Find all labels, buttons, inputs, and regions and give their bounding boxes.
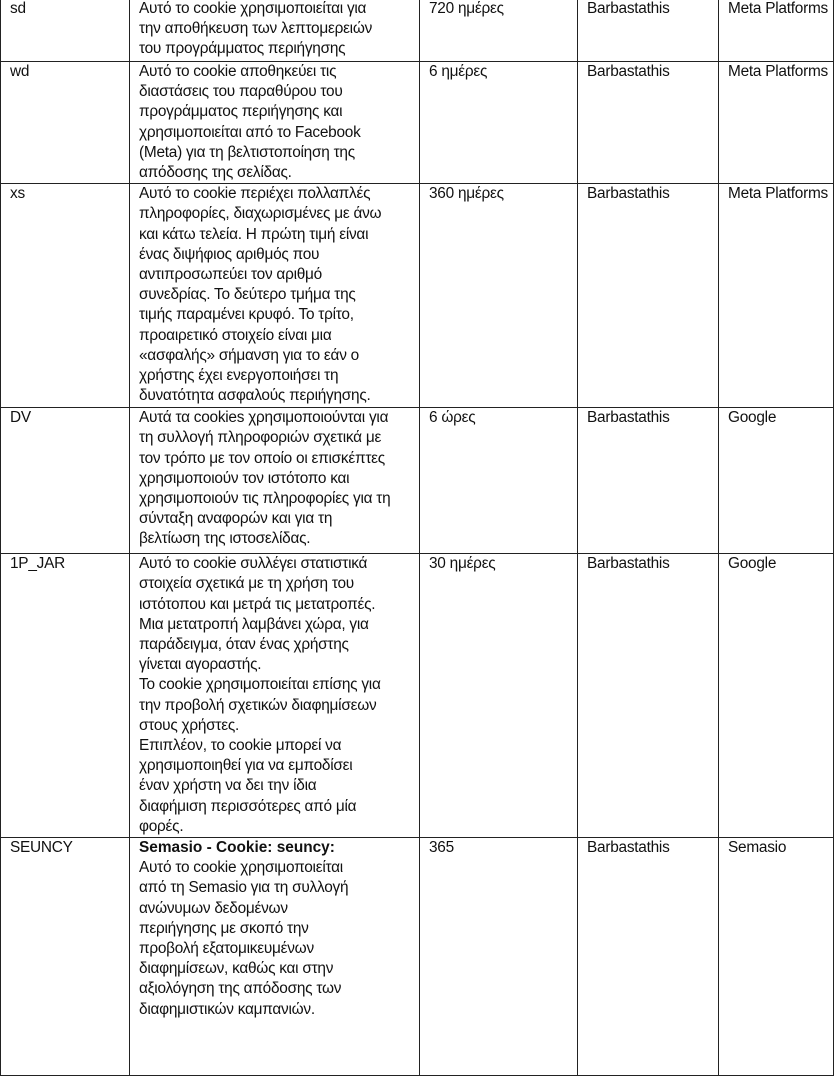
description-line: βελτίωση της ιστοσελίδας. [139, 530, 311, 548]
description-line: (Meta) για τη βελτιστοποίηση της [139, 143, 355, 161]
description-line: Αυτό το cookie χρησιμοποιείται για [139, 0, 367, 17]
description-line: στοιχεία σχετικά με τη χρήση του [139, 575, 354, 593]
cookie-description-cell [130, 408, 420, 554]
description-line: Το cookie χρησιμοποιείται επίσης για [139, 676, 381, 694]
table-row [1, 184, 834, 408]
cookie-provider-cell: Barbastathis [578, 838, 719, 1076]
description-line: Αυτό το cookie περιέχει πολλαπλές [139, 185, 371, 203]
cookie-provider-cell: Barbastathis [578, 408, 719, 554]
cookie-provider-cell: Barbastathis [578, 0, 719, 62]
cookie-provider-cell: Barbastathis [578, 184, 719, 408]
cookie-name-cell: DV [1, 408, 130, 554]
description-line: χρήστης έχει ενεργοποιήσει τη [139, 367, 339, 385]
description-line: προβολή εξατομικευμένων [139, 940, 314, 958]
description-line: χρησιμοποιούν τις πληροφορίες για τη [139, 490, 391, 508]
description-line: Αυτά τα cookies χρησιμοποιούνται για [139, 409, 389, 427]
cookie-duration-cell: 365 [420, 838, 578, 1076]
cookie-duration-cell: 720 ημέρες [420, 0, 578, 62]
description-line: του προγράμματος περιήγησης [139, 40, 346, 58]
description-line: παράδειγμα, όταν ένας χρήστης [139, 636, 349, 654]
cookie-owner-cell: Semasio [719, 838, 834, 1076]
description-line: Επιπλέον, το cookie μπορεί να [139, 737, 342, 755]
cookie-description-cell [130, 184, 420, 408]
description-line: Αυτό το cookie αποθηκεύει τις [139, 63, 337, 80]
description-line: ένας διψήφιος αριθμός που [139, 245, 320, 263]
description-line: την προβολή σχετικών διαφημίσεων [139, 696, 377, 714]
description-line: ανώνυμων δεδομένων [139, 899, 288, 917]
description-line: «ασφαλής» σήμανση για το εάν ο [139, 346, 359, 364]
description-line: Αυτό το cookie χρησιμοποιείται [139, 859, 343, 877]
cookie-duration-cell: 30 ημέρες [420, 554, 578, 838]
description-line: έναν χρήστη να δει την ίδια [139, 777, 317, 795]
table-row [1, 62, 834, 184]
cookie-description-cell [130, 0, 420, 62]
description-line: γίνεται αγοραστής. [139, 656, 262, 674]
description-line: χρησιμοποιείται από το Facebook [139, 123, 361, 141]
description-line: πληροφορίες, διαχωρισμένες με άνω [139, 205, 382, 223]
description-line: την αποθήκευση των λεπτομερειών [139, 20, 373, 38]
description-line: τιμής παραμένει κρυφό. Το τρίτο, [139, 306, 354, 324]
description-line: από τη Semasio για τη συλλογή [139, 879, 349, 897]
description-line: ιστότοπου και μετρά τις μετατροπές. [139, 595, 376, 613]
description-line: αξιολόγηση της απόδοσης των [139, 980, 342, 998]
table-row [1, 0, 834, 62]
description-line: δυνατότητα ασφαλούς περιήγησης. [139, 387, 371, 405]
cookie-name-cell: xs [1, 184, 130, 408]
description-line: φορές. [139, 817, 184, 835]
description-line: τη συλλογή πληροφοριών σχετικά με [139, 429, 382, 447]
cookie-description-cell [130, 554, 420, 838]
cookie-duration-cell: 6 ώρες [420, 408, 578, 554]
cookie-owner-cell: Meta Platforms [719, 62, 834, 184]
description-line: και κάτω τελεία. Η πρώτη τιμή είναι [139, 225, 369, 243]
table-row [1, 838, 834, 1076]
cookie-description-cell [130, 838, 420, 1076]
cookie-name-cell: SEUNCY [1, 838, 130, 1076]
cookie-owner-cell: Google [719, 408, 834, 554]
description-line: διαφήμιση περισσότερες από μία [139, 797, 357, 815]
description-line: διαφημιστικών καμπανιών. [139, 1000, 315, 1018]
cookie-owner-cell: Meta Platforms [719, 184, 834, 408]
cookie-owner-cell: Meta Platforms [719, 0, 834, 62]
description-line: διαστάσεις του παραθύρου του [139, 83, 343, 101]
description-line: αντιπροσωπεύει τον αριθμό [139, 266, 322, 284]
cookie-duration-cell: 6 ημέρες [420, 62, 578, 184]
table-row [1, 408, 834, 554]
description-title: Semasio - Cookie: seuncy: [139, 839, 335, 857]
description-line: σύνταξη αναφορών και για τη [139, 510, 333, 528]
description-line: συνεδρίας. Το δεύτερο τμήμα της [139, 286, 356, 304]
cookie-provider-cell: Barbastathis [578, 62, 719, 184]
cookie-provider-cell: Barbastathis [578, 554, 719, 838]
description-line: Μια μετατροπή λαμβάνει χώρα, για [139, 615, 369, 633]
table-row [1, 554, 834, 838]
description-line: Αυτό το cookie συλλέγει στατιστικά [139, 555, 368, 573]
cookie-name-cell: 1P_JAR [1, 554, 130, 838]
description-line: τον τρόπο με τον οποίο οι επισκέπτες [139, 449, 385, 467]
cookie-duration-cell: 360 ημέρες [420, 184, 578, 408]
description-line: προαιρετικό στοιχείο είναι μια [139, 326, 332, 344]
cookie-name-cell: sd [1, 0, 130, 62]
description-line: προγράμματος περιήγησης και [139, 103, 343, 121]
cookie-description-cell [130, 62, 420, 184]
cookie-name-cell: wd [1, 62, 130, 184]
description-line: χρησιμοποιηθεί για να εμποδίσει [139, 757, 353, 775]
description-line: περιήγησης με σκοπό την [139, 919, 309, 937]
description-line: απόδοσης της σελίδας. [139, 164, 292, 182]
description-line: στους χρήστες. [139, 716, 240, 734]
description-line: διαφημίσεων, καθώς και στην [139, 960, 334, 978]
cookie-owner-cell: Google [719, 554, 834, 838]
description-line: χρησιμοποιούν τον ιστότοπο και [139, 469, 350, 487]
